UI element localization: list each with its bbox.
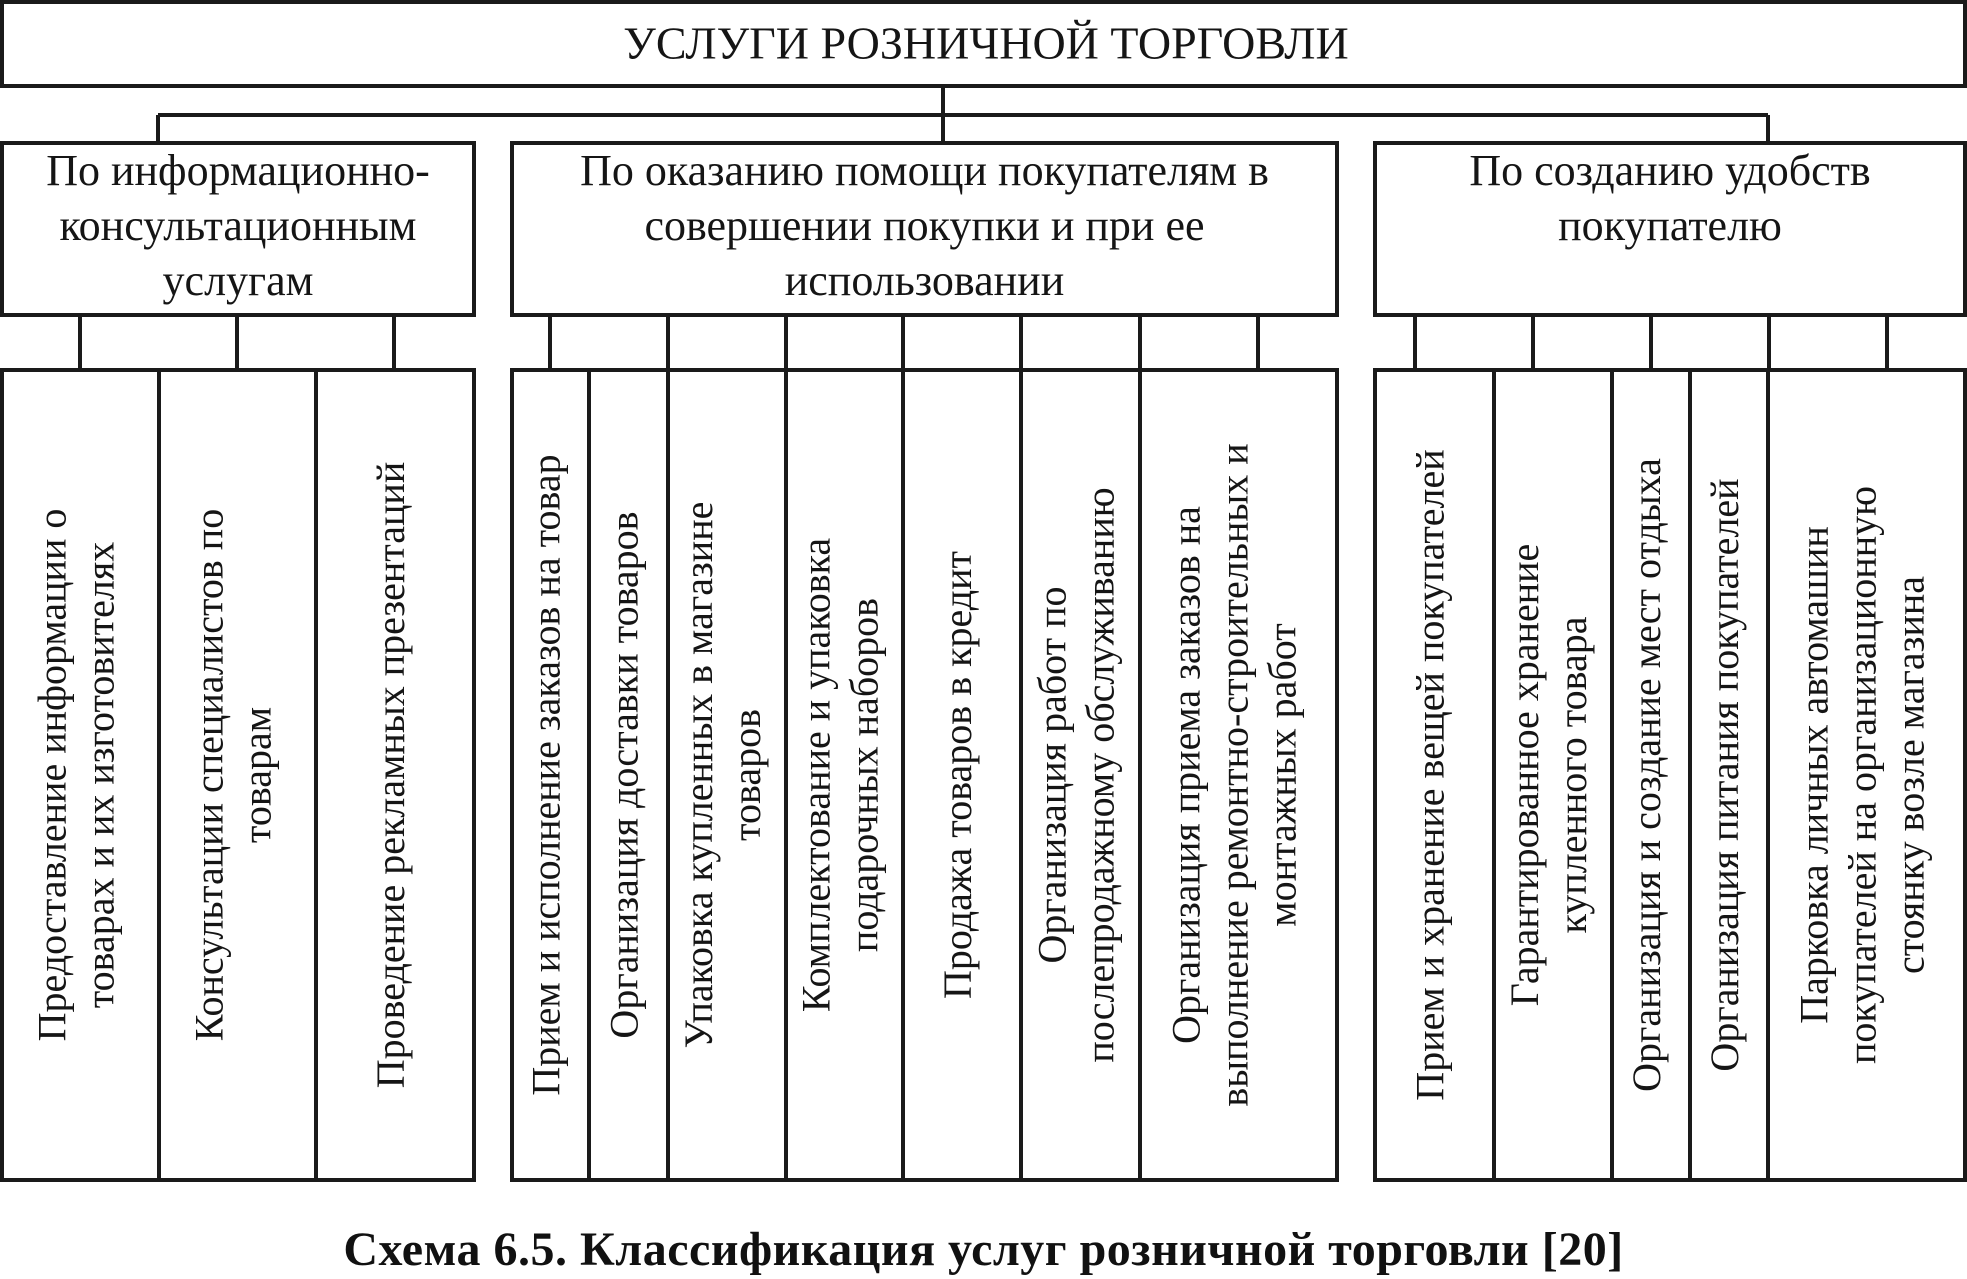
service-label-line: стоянку возле магазина: [1887, 575, 1933, 975]
service-label-line: Упаковка купленных в магазине: [676, 501, 722, 1049]
category-2-label-line: использовании: [784, 256, 1065, 306]
category-3-label-line: По созданию удобств: [1469, 146, 1871, 196]
service-label-line: товарах и их изготовителях: [77, 541, 123, 1009]
service-label-line: Организация работ по: [1029, 586, 1075, 964]
service-label-line: послепродажному обслуживанию: [1077, 487, 1123, 1063]
service-label-line: товаров: [724, 709, 770, 841]
service-label-line: Проведение рекламных презентаций: [368, 461, 414, 1089]
service-label-line: Организация питания покупателей: [1702, 478, 1748, 1072]
service-label-line: монтажных работ: [1259, 623, 1305, 927]
service-label-line: Комплектование и упаковка: [793, 537, 839, 1013]
service-label-line: Парковка личных автомашин: [1791, 526, 1837, 1024]
service-label-line: Гарантированное хранение: [1502, 543, 1548, 1007]
service-label-line: покупателей на организационную: [1839, 486, 1885, 1064]
category-1-label-line: услугам: [162, 256, 314, 306]
category-1-label-line: консультационным: [59, 201, 417, 251]
service-label-line: Предоставление информации о: [29, 508, 75, 1042]
category-3-label-line: покупателю: [1558, 201, 1782, 251]
service-label-line: Организация и создание мест отдыха: [1624, 458, 1670, 1092]
service-label-line: купленного товара: [1550, 616, 1596, 934]
service-label-line: Консультации специалистов по: [186, 508, 232, 1042]
service-label-line: Продажа товаров в кредит: [935, 551, 981, 999]
service-label-line: выполнение ремонтно-строительных и: [1211, 443, 1257, 1107]
category-2-label-line: совершении покупки и при ее: [644, 201, 1205, 251]
service-label-line: Прием и хранение вещей покупателей: [1407, 449, 1453, 1101]
figure-caption: Схема 6.5. Классификация услуг розничной торговли [20]: [343, 1223, 1624, 1276]
service-label-line: Организация приема заказов на: [1163, 506, 1209, 1044]
service-label-line: товарам: [234, 706, 280, 844]
category-1-label-line: По информационно-: [46, 146, 430, 196]
service-label-line: Организация доставки товаров: [601, 511, 647, 1039]
root-label: УСЛУГИ РОЗНИЧНОЙ ТОРГОВЛИ: [623, 17, 1349, 69]
service-label-line: Прием и исполнение заказов на товар: [523, 454, 569, 1096]
category-2-label-line: По оказанию помощи покупателям в: [580, 146, 1269, 196]
service-label-line: подарочных наборов: [841, 597, 887, 953]
